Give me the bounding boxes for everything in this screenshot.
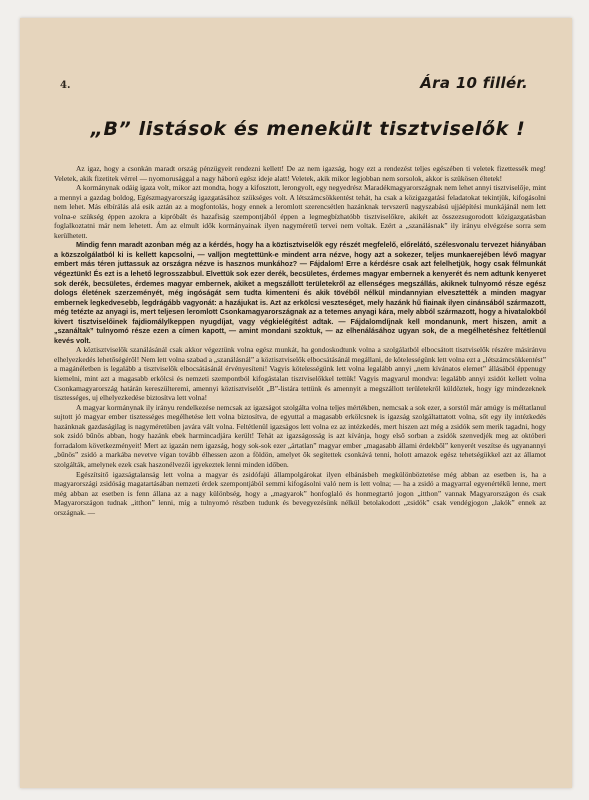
leaflet-page: [20, 18, 572, 788]
page-number: 4.: [60, 80, 71, 91]
article-body: [54, 164, 546, 517]
paragraph: Egészítsitő igazságtalanság lett volna a magyar és zsidófajú állampolgárokat ilyen elbánásbeh megkülönböztetése még abban az esetben is, ha a magyarországi zsidóság magatartásában nemzeti érdek szempontjából semmi kifogásolni való nem is lett volna; — ha a zsidó a magyarral egyenértékű lenne, mert még abban az esetben is fenn állana az a nagy különbség, hogy a „magyarok” honfoglaló és honmegtartó jogon „itthon” vannak Magyarországon és csak Magyarországon tudnak „itthon” lenni, míg a tulnyomó részben tudunk és bevegyezésünk nélkül betolakodott „zsidók” csak vendégjogon „lakók” ennek az országnak. —: [54, 469, 546, 517]
paragraph: Az igaz, hogy a csonkán maradt ország pénzügyeit rendezni kellett! De az nem igazság, hogy ezt a rendezést teljes egészében ti veletek fizettessék meg! Veletek, akik fizetitek vérrel — nyomorusággal a nagy háború egész ideje alatt! Veletek, akik mikor legjobban nem sorsolok, akkor is szükösen éltetek!: [54, 164, 546, 183]
headline: „B” listások és menekült tisztviselők !: [90, 118, 526, 140]
paragraph: A kormánynak odáig igaza volt, mikor azt mondta, hogy a kifosztott, lerongyolt, egy negyedrész Maradékmagyarországnak nem lehet annyi tisztviselője, mint a mennyi a gazdag boldog, Egészmagyarország igazgatásához szükséges volt. A létszámcsökkentést tehát, ha csak a közigazgatási feladatokat tekintjük, kifogásolni nem lehet. Más elbírálás alá esik aztán az a mogfontolás, hogy ennek a leromlott szerencsétlen hazánknak tervszerű nagyszabású ujjáépítési munkájánál nem lett volna-e szükség éppen azokra a kipróbált és hazafiság szempontjából éppen a legmegbízhatóbb tisztviselőkre, akikét az összezsugorodott közigazgatásban foglalkoztatni már nem lehetett. Ám az elmult idők kormányainak ilyen nagyméretű tervei nem voltak. Ezért a „szanálásnak” ily irányu elvégzése sorra sem kerülhetett.: [54, 183, 546, 240]
paragraph: A magyar kormánynak ily irányu rendelkezése nemcsak az igazságot szolgálta volna teljes mértékben, nemcsak a sok ezer, a sorstól már amúgy is méltatlanul sujtott jó magyar ember tisztességes megélhetése lett volna biztosítva, de egyuttal a magasabb erkölcsnek is igazság szolgáltattatott volna, sőt egy ily intézkedés hazánknak gazdaságilag is nagyméretüben javára vált volna. Feltétlenül igazságos lett volna ez az intézkedés, mert hiszen azt még a zsidók sem merik tagadni, hogy sok zsidó bűnös abban, hogy hazánk ebek harmincadjára került! Tehát az igazságosság is azt kívánja, hogy első sorban a zsidók szenvedjék meg az októberi forradalom következményeit! Mert az igazán nem igazság, hogy sok-sok ezer „ártatlan” magyar ember „magasabb állami érdekből” kenyerét veszítse és ugyanannyi „bűnös” zsidó a markába nevetve vígan tovább élhessen azon a földön, amelyet ők segítettek csonkává tenni, holott amazok egész tehetségükkel azt az államot szolgálták, amelynek ezek csak haszonélvezői igyekeztek lenni minden időben.: [54, 402, 546, 469]
paragraph: Mindig fenn maradt azonban még az a kérdés, hogy ha a köztisztviselők egy részét megfelelő, előrelátó, szélesvonalu tervezet hiányában a közszolgálatból ki is kellett kapcsolni, — valljon megtettünk-e mindent arra nézve, hogy azt a sokezer, teljes munkaerejében lévő magyar embert más téren juttassuk az országra nézve is hasznos munkához? — Fájdalom! Erre a kérdésre csak azt felelhetjük, hogy csak félmunkát végeztünk! És ezt is a lehető legrosszabbul. Elvettük sok ezer derék, becsületes, érdemes magyar embernek a kenyerét és nem adtunk kenyeret sok derék, becsületes, érdemes magyar embernek, akiket a megszállott területekről az ellenséges megszállás, akiknek tulnyomó része egész dologs életének szerzeményét, még ingóságát sem tudta kimenteni és akik tövéből nélkül mindannyian elvesztették a minden magyar embernek legkedvesebb, legdrágább vagyonát: a hazájukat is. Azt az erkölcsi veszteséget, mely hazánk hű fiainak ilyen cinánsából származott, még tetézte az anyagi is, mert teljesen leromlott Csonkamagyarországnak az a tetemes anyagi kára, mely abból származott, hogy a hivatalokból kivert tisztviselőinek fajdiomálylkeppen nyugdíjat, vagy végkielégítést adtak. — Fájdalomdíjnak kell mondanunk, mert hiszen, amit a „szanáltak” tulnyomó része ezen a címen kapott, — amint mondani szoktuk, — az elhenálásához ugyan sok, de a megélhetéshez feltétlenül kevés volt.: [54, 240, 546, 345]
price-label: Ára 10 fillér.: [420, 74, 528, 92]
paragraph: A köztisztviselők szanálásánál csak akkor végeztünk volna egész munkát, ha gondoskodtunk volna a szolgálatból elbocsátott tisztviselők részére másiránvu elhelyezkedés lehetőségéről! Nem lett volna szabad a „szanálásnál” a köztisztviselők elbocsátásánál megállani, de kötelességünk lett volna ezt a „létszámcsökkentést” a magánéletben is legalább a tisztviselők elbocsátásánál érvényesíteni! Vagyis kötelességünk lett volna legalább annyi „nem kívánatos elemet” állásából éppenugy kiemelni, mint azt a magasabb erkölcsi és nemzeti szempontból kifogástalan tisztviselőkkel tettük! Vagyis magyarul mondva: legalább annyi zsidót kellett volna Csonkamagyarország határán kereszülteremi, amennyi köztisztviselőt „B”-listára tettünk és amennyit a megszállott területekről küldöztek, hogy így mindezeknek tisztességes, uj elhelyezkedése biztosítva lett volna!: [54, 345, 546, 403]
